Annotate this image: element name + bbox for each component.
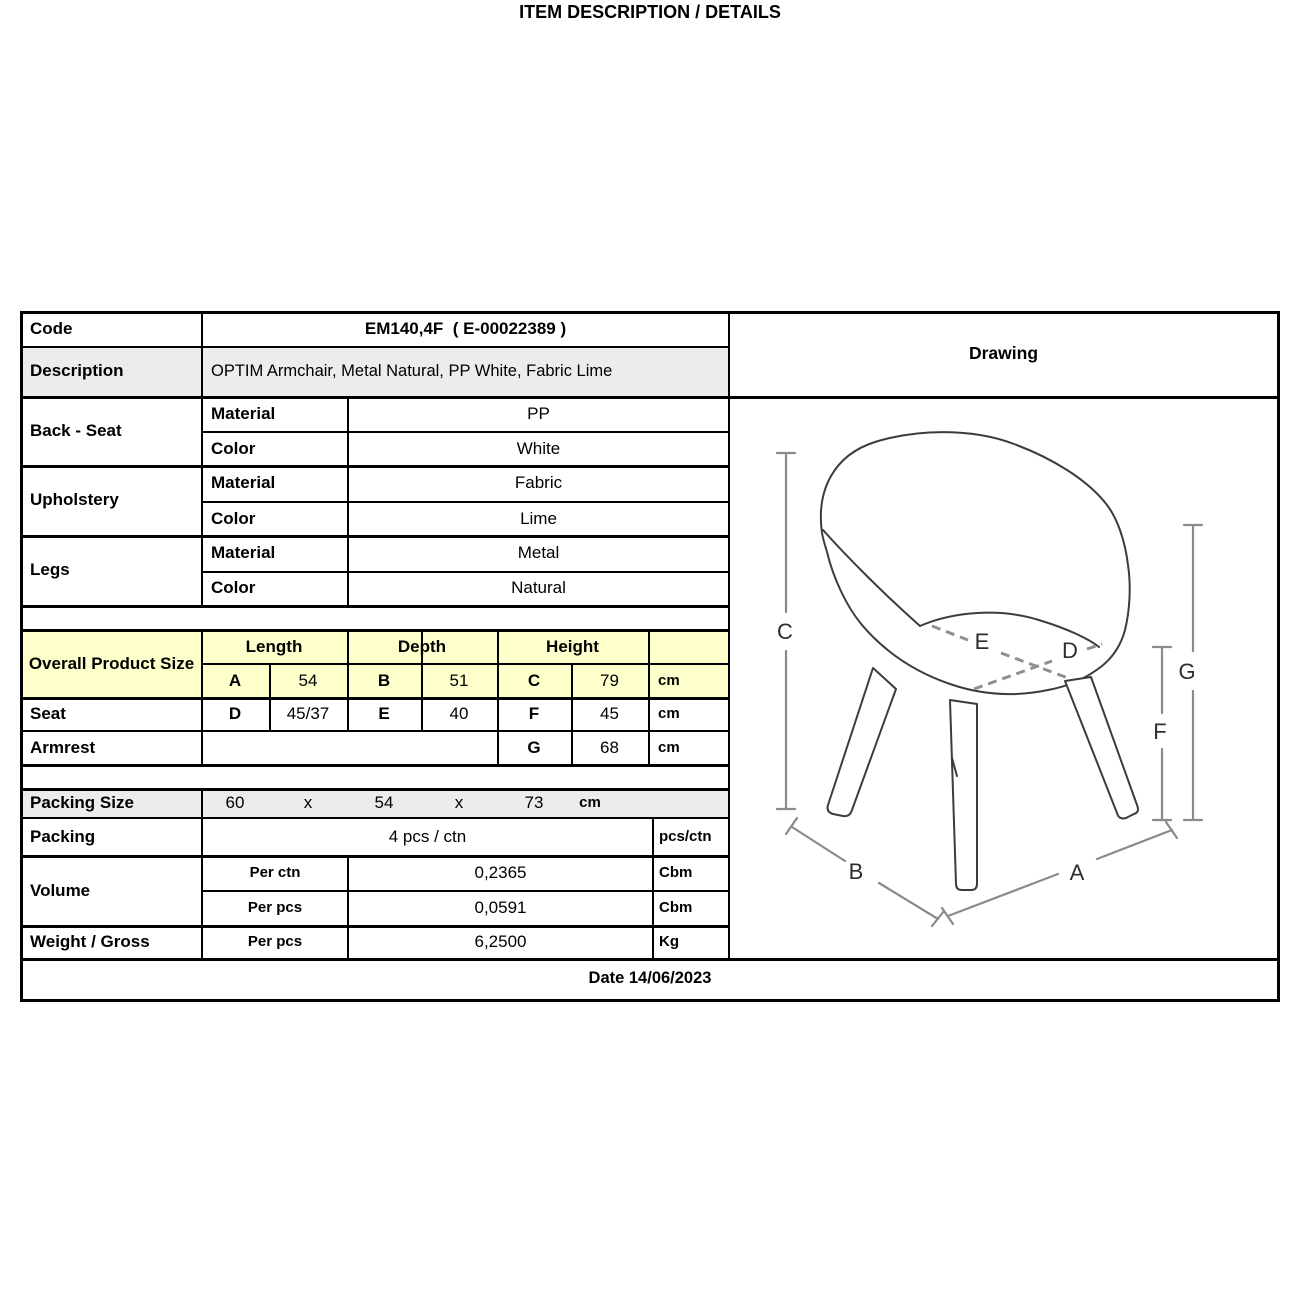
overall-length-value: 54: [298, 670, 318, 690]
chair-front-leg: [950, 700, 977, 890]
description-value: OPTIM Armchair, Metal Natural, PP White, Fabric Lime: [211, 361, 613, 380]
letter-d: D: [228, 704, 242, 724]
packing-size-dim1: 60: [225, 793, 245, 813]
material-label: Material: [211, 473, 276, 493]
packing-size-x1: x: [303, 793, 313, 813]
overall-height-value: 79: [600, 670, 619, 690]
page-title: ITEM DESCRIPTION / DETAILS: [519, 1, 781, 22]
drawing-label-d: D: [1062, 638, 1078, 663]
chair-shell-outline: [821, 432, 1130, 694]
letter-b: B: [377, 670, 391, 690]
seat-unit: cm: [658, 705, 680, 723]
armrest-height-value: 68: [600, 737, 619, 757]
volume-per-ctn-value: 0,2365: [474, 863, 527, 883]
legs-material-value: Metal: [517, 543, 560, 563]
upholstery-material-value: Fabric: [514, 473, 563, 493]
drawing-label-g: G: [1178, 659, 1196, 684]
group-back-seat-label: Back - Seat: [30, 420, 122, 440]
drawing-label-c: C: [777, 619, 793, 644]
depth-header: Depth: [397, 636, 447, 656]
packing-size-x2: x: [454, 793, 464, 813]
chair-left-leg: [828, 668, 896, 816]
armrest-unit: cm: [658, 738, 680, 756]
upholstery-color-value: Lime: [520, 508, 557, 528]
weight-value: 6,2500: [474, 932, 527, 952]
date-text: Date 14/06/2023: [588, 969, 712, 988]
description-label: Description: [30, 361, 124, 381]
back-seat-color-value: White: [516, 438, 561, 458]
group-upholstery-label: Upholstery: [30, 490, 119, 510]
group-legs-label: Legs: [30, 560, 70, 580]
drawing-label-a: A: [1069, 860, 1085, 885]
letter-e: E: [378, 704, 390, 724]
letter-c: C: [527, 670, 541, 690]
code-label: Code: [30, 318, 73, 338]
color-label: Color: [211, 438, 256, 458]
dimension-line-b: [786, 818, 944, 926]
per-ctn-label: Per ctn: [249, 864, 301, 882]
height-header: Height: [546, 636, 599, 656]
material-label: Material: [211, 403, 276, 423]
letter-f: F: [528, 704, 540, 724]
packing-size-unit: cm: [579, 794, 601, 812]
legs-color-value: Natural: [511, 578, 566, 598]
volume-label: Volume: [30, 880, 91, 900]
length-header: Length: [245, 636, 303, 656]
drawing-label-e: E: [974, 629, 990, 654]
border-line: [20, 999, 1280, 1002]
overall-unit: cm: [658, 671, 680, 689]
packing-value: 4 pcs / ctn: [388, 826, 467, 846]
volume-per-ctn-unit: Cbm: [659, 864, 693, 882]
volume-per-pcs-unit: Cbm: [659, 899, 693, 917]
border-line: [1277, 311, 1280, 1002]
packing-size-dim2: 54: [374, 793, 394, 813]
packing-size-label: Packing Size: [30, 793, 134, 813]
weight-per-pcs-label: Per pcs: [247, 933, 303, 951]
drawing-label-b: B: [848, 859, 864, 884]
per-pcs-label: Per pcs: [247, 899, 303, 917]
seat-depth-value: 40: [449, 704, 469, 724]
back-seat-material-value: PP: [527, 403, 550, 423]
drawing-header: Drawing: [968, 343, 1039, 364]
letter-a: A: [228, 670, 242, 690]
overall-product-size-label: Overall Product Size: [28, 653, 195, 673]
letter-g: G: [527, 737, 541, 757]
chair-technical-drawing: [730, 396, 1277, 958]
packing-unit: pcs/ctn: [659, 827, 712, 845]
color-label: Color: [211, 508, 256, 528]
seat-height-value: 45: [600, 704, 619, 724]
volume-per-pcs-value: 0,0591: [474, 898, 527, 918]
chair-right-leg: [1065, 677, 1138, 818]
color-label: Color: [211, 578, 256, 598]
weight-gross-label: Weight / Gross: [30, 932, 150, 952]
packing-label: Packing: [30, 826, 96, 846]
seat-label: Seat: [30, 704, 66, 724]
armrest-label: Armrest: [30, 737, 96, 757]
drawing-label-f: F: [1153, 719, 1167, 744]
border-line: [20, 605, 730, 608]
weight-unit: Kg: [659, 933, 679, 951]
packing-size-dim3: 73: [524, 793, 544, 813]
seat-length-value: 45/37: [286, 704, 330, 724]
material-label: Material: [211, 543, 276, 563]
code-value: EM140,4F ( E-00022389 ): [364, 318, 567, 338]
overall-depth-value: 51: [449, 670, 469, 690]
